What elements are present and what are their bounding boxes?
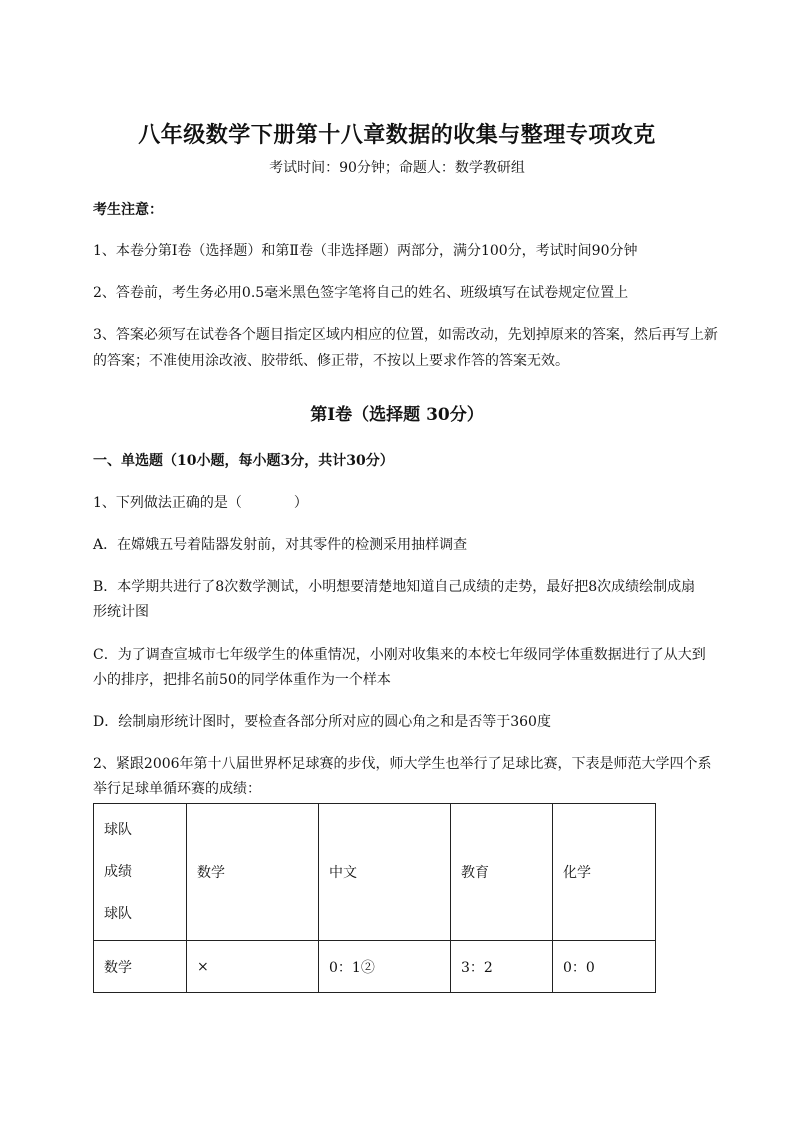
row-header: 数学 (94, 941, 187, 993)
option-b: B．本学期共进行了8次数学测试，小明想要清楚地知道自己成绩的走势，最好把8次成绩绘制成扇 (93, 579, 696, 595)
option-c-continued: 小的排序，把排名前50的同学体重作为一个样本 (93, 672, 391, 688)
column-header: 教育 (451, 804, 553, 941)
question-stem-continued: 举行足球单循环赛的成绩： (93, 781, 261, 797)
notice-item: 的答案；不准使用涂改液、胶带纸、修正带，不按以上要求作答的答案无效。 (93, 353, 569, 369)
table-cell: 0：1② (319, 941, 451, 993)
column-header: 数学 (187, 804, 319, 941)
part-heading: 一、单选题（10小题，每小题3分，共计30分） (93, 453, 394, 469)
notice-item: 2、答卷前，考生务必用0.5毫米黑色签字笔将自己的姓名、班级填写在试卷规定位置上 (93, 285, 629, 301)
question-stem-end: ） (293, 495, 308, 511)
exam-info: 考试时间：90分钟；命题人：数学教研组 (269, 160, 525, 176)
table-cell: × (187, 941, 319, 993)
table-row (94, 941, 656, 993)
results-table (93, 803, 656, 993)
notice-item: 1、本卷分第I卷（选择题）和第Ⅱ卷（非选择题）两部分，满分100分，考试时间90分钟 (93, 243, 638, 259)
page-title: 八年级数学下册第十八章数据的收集与整理专项攻克 (138, 122, 656, 148)
option-b-continued: 形统计图 (93, 604, 149, 620)
table-header-row (94, 804, 656, 941)
option-c: C．为了调查宣城市七年级学生的体重情况，小刚对收集来的本校七年级同学体重数据进行了从大到 (93, 647, 706, 663)
corner-label: 成绩 (104, 864, 132, 880)
table-cell: 0：0 (553, 941, 656, 993)
table-cell: 3：2 (451, 941, 553, 993)
corner-label: 球队 (104, 906, 132, 922)
option-d: D．绘制扇形统计图时，要检查各部分所对应的圆心角之和是否等于360度 (93, 714, 551, 730)
corner-header-cell (94, 804, 187, 941)
question-stem (93, 492, 743, 514)
notice-item: 3、答案必须写在试卷各个题目指定区域内相应的位置，如需改动，先划掉原来的答案，然后再写上新 (93, 327, 718, 343)
option-a: A．在嫦娥五号着陆器发射前，对其零件的检测采用抽样调查 (93, 537, 468, 553)
column-header: 中文 (319, 804, 451, 941)
question-stem-start: 1、下列做法正确的是（ (93, 495, 242, 511)
section-title: 第I卷（选择题 30分） (310, 405, 484, 425)
question-stem: 2、紧跟2006年第十八届世界杯足球赛的步伐，师大学生也举行了足球比赛，下表是师范大学四个系 (93, 756, 712, 772)
column-header: 化学 (553, 804, 656, 941)
notice-heading: 考生注意： (93, 202, 163, 218)
corner-label: 球队 (104, 822, 132, 838)
